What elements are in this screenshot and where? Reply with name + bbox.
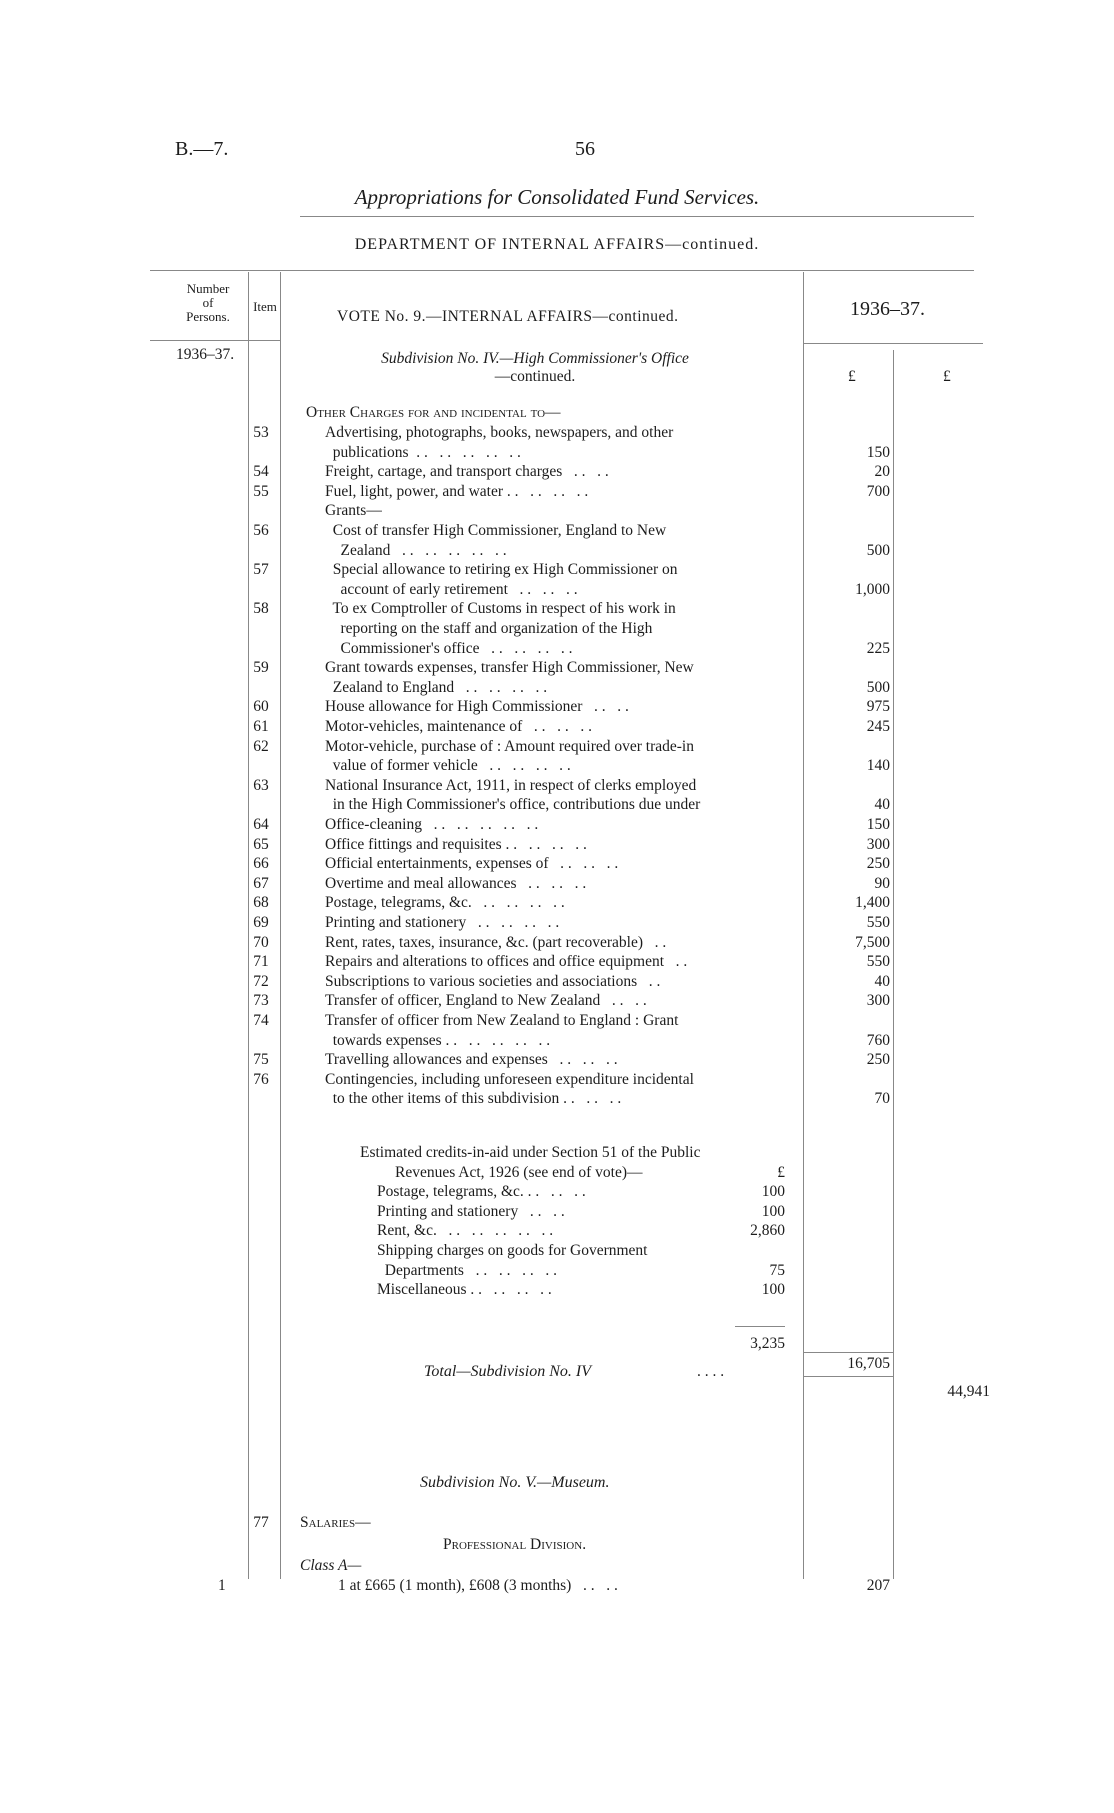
page-title: Appropriations for Consolidated Fund Services. — [354, 185, 760, 209]
item-amount: 550 — [866, 953, 890, 971]
department-heading: DEPARTMENT OF INTERNAL AFFAIRS—continued. — [354, 236, 760, 253]
subdivision-iv-heading: Subdivision No. IV.—High Commissioner's Office —continued. — [381, 350, 689, 385]
item-amount: 245 — [866, 718, 890, 735]
credit-description: Postage, telegrams, &c. . . . . . . — [377, 1183, 586, 1201]
class-heading: Class A— — [300, 1557, 362, 1574]
item-amount: 40 — [874, 972, 890, 990]
year-header-rule — [803, 343, 983, 344]
item-number: 54 — [253, 463, 269, 481]
item-description: in the High Commissioner's office, contributions due under — [325, 796, 701, 814]
item-number: 69 — [253, 914, 269, 931]
item-description: Printing and stationery . . . . . . . . — [325, 914, 560, 931]
item-column-rule — [280, 272, 281, 1579]
credit-description: Rent, &c. . . . . . . . . . . — [377, 1222, 554, 1240]
item-number: 67 — [253, 874, 269, 892]
item-amount: 150 — [866, 443, 890, 461]
item-description: Office fittings and requisites . . . . . . . . — [325, 835, 587, 853]
item-description: House allowance for High Commissioner . . . . — [325, 698, 629, 716]
credit-description: Shipping charges on goods for Government — [377, 1242, 648, 1259]
item-amount: 700 — [866, 482, 890, 500]
item-description: Postage, telegrams, &c. . . . . . . . . — [325, 894, 565, 912]
item-number: 53 — [253, 424, 269, 441]
item-description: Motor-vehicle, purchase of : Amount required over trade-in — [325, 737, 694, 755]
persons-count: 1 — [218, 1577, 226, 1594]
item-number: 72 — [253, 972, 269, 990]
item-description: Special allowance to retiring ex High Commissioner on — [325, 561, 678, 579]
item-description: National Insurance Act, 1911, in respect of clerks employed — [325, 776, 697, 794]
item-amount: 20 — [874, 463, 890, 481]
item-number: 55 — [253, 482, 269, 500]
item-heading: Item — [253, 299, 277, 314]
credit-description: Printing and stationery . . . . — [377, 1202, 565, 1220]
amount-column-rule — [803, 272, 804, 1579]
item-amount: 90 — [874, 874, 890, 892]
item-amount: 150 — [866, 816, 890, 833]
credits-total: 3,235 — [750, 1335, 785, 1352]
item-number: 62 — [253, 737, 269, 755]
page-number: 56 — [575, 138, 595, 160]
item-number: 65 — [253, 835, 269, 853]
item-number: 63 — [253, 776, 269, 794]
item-description: Freight, cartage, and transport charges . . . . — [325, 463, 609, 481]
subtotal-column-rule — [893, 350, 894, 1579]
item-description: Advertising, photographs, books, newspapers, and other — [325, 424, 674, 441]
item-description: Office-cleaning . . . . . . . . . . — [325, 816, 539, 833]
other-charges-heading: Other Charges for and incidental to— — [306, 404, 561, 421]
item-number: 73 — [253, 992, 269, 1010]
item-amount: 500 — [866, 541, 890, 559]
item-number: 77 — [253, 1514, 269, 1531]
item-amount: 300 — [866, 992, 890, 1010]
total-label: Total—Subdivision No. IV — [424, 1363, 591, 1380]
credits-intro: Revenues Act, 1926 (see end of vote)— — [395, 1163, 643, 1181]
item-number: 68 — [253, 894, 269, 912]
item-description: Cost of transfer High Commissioner, England to New — [325, 522, 667, 539]
division-heading: Professional Division. — [443, 1536, 587, 1553]
title-rule — [300, 216, 974, 217]
item-description: Fuel, light, power, and water . . . . . . . . — [325, 482, 589, 500]
item-amount: 550 — [866, 914, 890, 931]
item-description: Contingencies, including unforeseen expenditure incidental — [325, 1070, 694, 1088]
subtotal-rule — [803, 1352, 893, 1353]
currency-symbol-2: £ — [943, 368, 951, 385]
item-description: value of former vehicle . . . . . . . . — [325, 757, 571, 775]
item-description: Overtime and meal allowances . . . . . . — [325, 874, 587, 892]
item-amount: 250 — [866, 1051, 890, 1069]
credit-description: Departments . . . . . . . . — [377, 1261, 557, 1279]
item-number: 66 — [253, 855, 269, 873]
item-number: 60 — [253, 698, 269, 716]
item-amount: 225 — [866, 639, 890, 657]
salary-amount: 207 — [866, 1577, 890, 1594]
item-amount: 760 — [866, 1031, 890, 1049]
item-number: 61 — [253, 718, 269, 735]
item-description: Zealand . . . . . . . . . . — [325, 541, 507, 559]
item-description: Grants— — [325, 502, 382, 520]
item-number: 64 — [253, 816, 269, 833]
salaries-heading: Salaries— — [300, 1514, 371, 1531]
credits-currency: £ — [777, 1163, 785, 1181]
item-number: 76 — [253, 1070, 269, 1088]
item-number: 59 — [253, 659, 269, 677]
item-description: Transfer of officer from New Zealand to England : Grant — [325, 1012, 679, 1029]
item-description: Official entertainments, expenses of . . . . . . — [325, 855, 619, 873]
item-number: 58 — [253, 600, 269, 618]
item-description: account of early retirement . . . . . . — [325, 580, 578, 598]
total-subdivision-amount: 16,705 — [847, 1355, 890, 1372]
persons-heading: Number of Persons. — [186, 281, 230, 324]
item-description: Transfer of officer, England to New Zealand . . . . — [325, 992, 647, 1010]
item-amount: 500 — [866, 678, 890, 696]
credit-amount: 2,860 — [750, 1222, 785, 1240]
credit-amount: 100 — [761, 1202, 785, 1220]
table-top-rule — [150, 270, 974, 271]
item-description: towards expenses . . . . . . . . . . — [325, 1031, 551, 1049]
vote-title: VOTE No. 9.—INTERNAL AFFAIRS—continued. — [337, 308, 679, 325]
item-amount: 1,000 — [855, 580, 890, 598]
item-description: Zealand to England . . . . . . . . — [325, 678, 548, 696]
credit-amount: 75 — [769, 1261, 785, 1279]
item-number: 57 — [253, 561, 269, 579]
credit-description: Miscellaneous . . . . . . . . — [377, 1281, 552, 1299]
item-description: Subscriptions to various societies and associations . . — [325, 972, 661, 990]
currency-symbol-1: £ — [848, 368, 856, 385]
subdivision-v-heading: Subdivision No. V.—Museum. — [420, 1474, 610, 1491]
salary-line: 1 at £665 (1 month), £608 (3 months) . . . . — [338, 1577, 618, 1594]
year-heading: 1936–37. — [850, 298, 925, 320]
item-amount: 7,500 — [855, 933, 890, 951]
credits-intro: Estimated credits-in-aid under Section 51 of the Public — [360, 1144, 701, 1161]
item-description: To ex Comptroller of Customs in respect of his work in — [325, 600, 676, 618]
credit-amount: 100 — [761, 1281, 785, 1299]
item-number: 70 — [253, 933, 269, 951]
item-number: 75 — [253, 1051, 269, 1069]
report-reference: B.—7. — [175, 138, 229, 160]
item-number: 74 — [253, 1012, 269, 1029]
item-description: Commissioner's office . . . . . . . . — [325, 639, 573, 657]
item-amount: 70 — [874, 1090, 890, 1108]
credit-amount: 100 — [761, 1183, 785, 1201]
item-description: Grant towards expenses, transfer High Commissioner, New — [325, 659, 694, 677]
item-number: 71 — [253, 953, 269, 971]
item-description: Rent, rates, taxes, insurance, &c. (part recoverable) . . — [325, 933, 667, 951]
item-description: publications . . . . . . . . . . — [325, 443, 521, 461]
item-amount: 250 — [866, 855, 890, 873]
item-amount: 40 — [874, 796, 890, 814]
item-description: reporting on the staff and organization of the High — [325, 620, 653, 637]
item-amount: 140 — [866, 757, 890, 775]
subtotal-rule-2 — [803, 1376, 893, 1377]
item-amount: 300 — [866, 835, 890, 853]
item-amount: 975 — [866, 698, 890, 716]
total-dots: . . . . — [697, 1363, 725, 1380]
item-description: Motor-vehicles, maintenance of . . . . . . — [325, 718, 592, 735]
credits-total-rule — [735, 1326, 785, 1327]
item-number: 56 — [253, 522, 269, 539]
item-description: Repairs and alterations to offices and office equipment . . — [325, 953, 688, 971]
item-description: to the other items of this subdivision . . . . . . — [325, 1090, 622, 1108]
total-grand-amount: 44,941 — [947, 1383, 990, 1400]
item-description: Travelling allowances and expenses . . . . . . — [325, 1051, 618, 1069]
persons-year: 1936–37. — [176, 346, 235, 363]
item-amount: 1,400 — [855, 894, 890, 912]
persons-header-rule — [150, 340, 280, 341]
